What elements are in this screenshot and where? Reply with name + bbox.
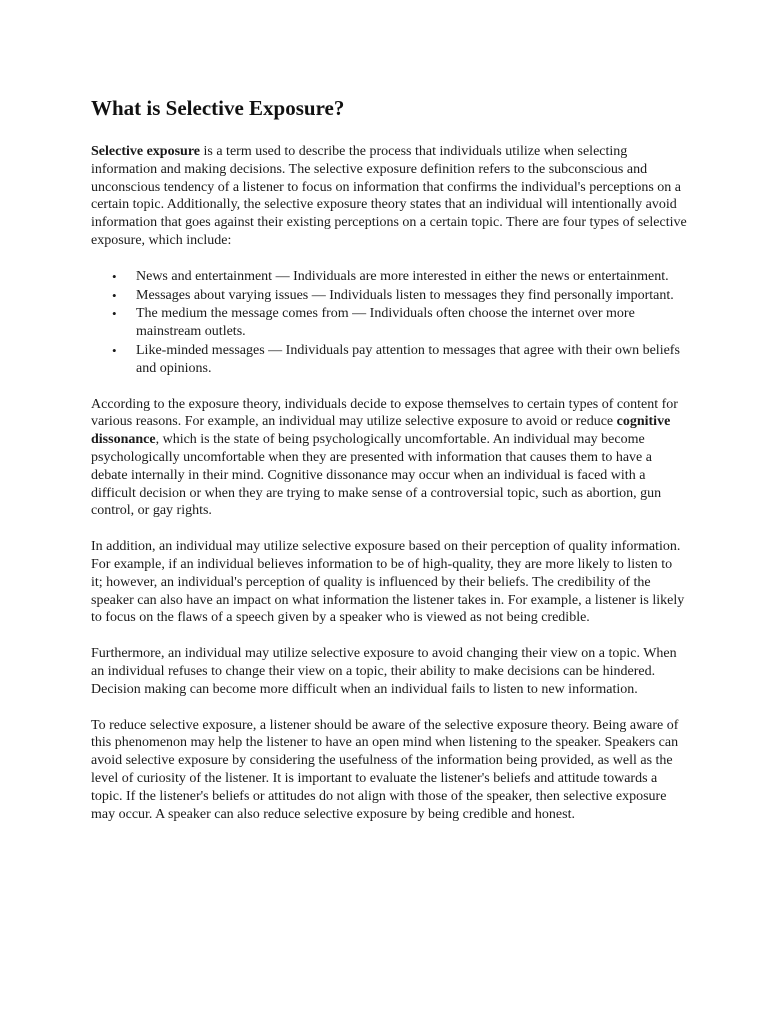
intro-text: is a term used to describe the process that individuals utilize when selecting information and making decisions. The selective exposure definition refers to the subconscious and unconscious tendency of a listener to focus on information that confirms the individual's perceptions on a certain topic. Additionally, the selective exposure theory states that an individual will intentionally avoid information that goes against their existing perceptions on a certain topic. There are four types of selective exposure, which include: xyxy=(91,144,687,248)
bullet-icon: • xyxy=(112,287,117,303)
selective-exposure-types-list xyxy=(91,268,687,378)
selective-exposure-term: Selective exposure xyxy=(91,144,200,159)
quality-perception-paragraph: In addition, an individual may utilize selective exposure based on their perception of quality information. For example, if an individual believes information to be of high-quality, they are more likely to listen to it; however, an individual's perception of quality is influenced by their beliefs. The credibility of the speaker can also have an impact on what information the listener takes in. For example, a listener is likely to focus on the flaws of a speech given by a speaker who is viewed as not being credible. xyxy=(91,539,685,626)
paragraph-text-before: According to the exposure theory, individuals decide to expose themselves to certain types of content for various reasons. For example, an individual may utilize selective exposure to avoid or reduce xyxy=(91,396,678,430)
list-item xyxy=(91,305,687,341)
changing-view-paragraph: Furthermore, an individual may utilize selective exposure to avoid changing their view on a topic. When an individual refuses to change their view on a topic, their ability to make decisions can be hindered. Decision making can become more difficult when an individual fails to listen to new information. xyxy=(91,646,677,697)
exposure-theory-paragraph xyxy=(91,396,687,521)
intro-paragraph xyxy=(91,143,687,250)
list-item xyxy=(91,342,687,378)
list-item-text: Messages about varying issues — Individuals listen to messages they find personally important. xyxy=(136,287,674,303)
cognitive-dissonance-term: cognitive dissonance xyxy=(91,414,671,448)
list-item-text: News and entertainment — Individuals are more interested in either the news or entertainment. xyxy=(136,268,669,284)
bullet-icon: • xyxy=(112,306,117,322)
bullet-icon: • xyxy=(112,268,117,284)
page-title: What is Selective Exposure? xyxy=(91,96,345,120)
reduce-exposure-paragraph: To reduce selective exposure, a listener should be aware of the selective exposure theory. Being aware of this phenomenon may help the listener to have an open mind when listening to the speaker. Speakers can avoid selective exposure by considering the usefulness of the information being provided, as well as the level of curiosity of the listener. It is important to evaluate the listener's beliefs and attitude towards a topic. If the listener's beliefs or attitudes do not align with those of the speaker, then selective exposure may occur. A speaker can also reduce selective exposure by being credible and honest. xyxy=(91,717,679,822)
list-item xyxy=(91,268,687,286)
bullet-icon: • xyxy=(112,342,117,358)
list-item-text: Like-minded messages — Individuals pay attention to messages that agree with their own beliefs and opinions. xyxy=(136,342,680,376)
list-item xyxy=(91,287,687,305)
paragraph-text-after: , which is the state of being psychologically uncomfortable. An individual may become psychologically uncomfortable when they are presented with information that causes them to have a debate internally in their mind. Cognitive dissonance may occur when an individual is faced with a difficult decision or when they are trying to make sense of a controversial topic, such as abortion, gun control, or gay rights. xyxy=(91,432,662,519)
list-item-text: The medium the message comes from — Individuals often choose the internet over more mainstream outlets. xyxy=(136,306,635,340)
document-page xyxy=(91,94,687,841)
